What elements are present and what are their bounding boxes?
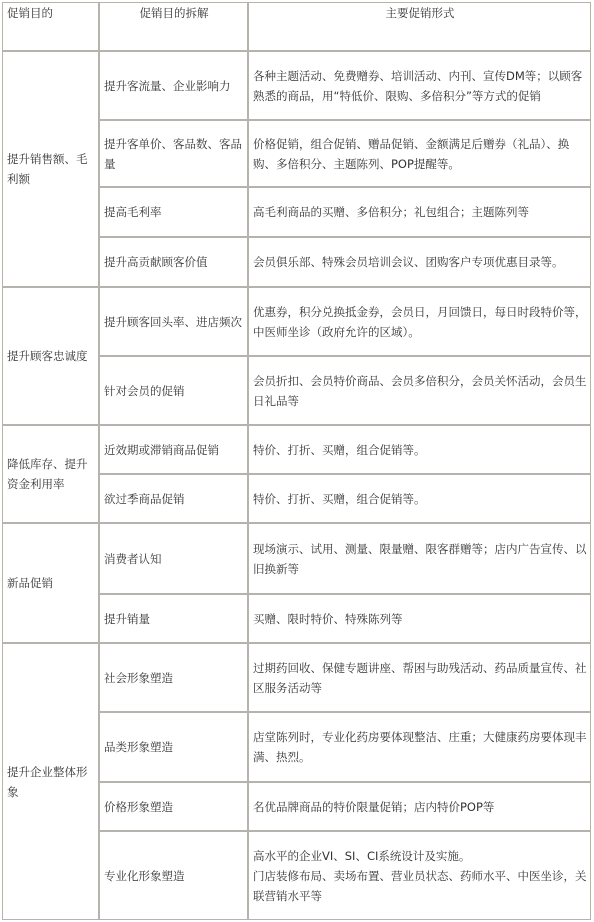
table-row: [2, 51, 591, 120]
breakdown-cell: 提高毛利率: [99, 187, 248, 237]
breakdown-cell: 提升销量: [99, 594, 248, 643]
breakdown-cell: 提升顾客回头率、进店频次: [99, 287, 248, 356]
promotion-table: [2, 2, 591, 920]
forms-cell: 高水平的企业VI、SI、CI系统设计及实施。 门店装修布局、卖场布置、营业员状态、药师水平、中医坐诊，关联营销水平等: [248, 831, 591, 920]
purpose-cell: 提升企业整体形象: [2, 643, 99, 920]
forms-cell: 会员折扣、会员特价商品、会员多倍积分，会员关怀活动，会员生日礼品等: [248, 356, 591, 425]
table-row: [2, 425, 591, 474]
breakdown-cell: 价格形象塑造: [99, 782, 248, 831]
purpose-cell: 提升销售额、毛利额: [2, 51, 99, 287]
breakdown-cell: 社会形象塑造: [99, 643, 248, 712]
header-breakdown: 促销目的拆解: [99, 2, 248, 51]
forms-cell: 过期药回收、保健专题讲座、帮困与助残活动、药品质量宣传、社区服务活动等: [248, 643, 591, 712]
breakdown-cell: 消费者认知: [99, 523, 248, 594]
forms-cell: 价格促销，组合促销、赠品促销、金额满足后赠券（礼品）、换购、多倍积分、主题陈列、POP提醒等。: [248, 120, 591, 187]
breakdown-cell: 针对会员的促销: [99, 356, 248, 425]
forms-cell: 店堂陈列时，专业化药房要体现整洁、庄重；大健康药房要体现丰满、热烈。: [248, 712, 591, 782]
forms-cell: 买赠、限时特价、特殊陈列等: [248, 594, 591, 643]
header-purpose: 促销目的: [2, 2, 99, 51]
header-row: [2, 2, 591, 51]
header-forms: 主要促销形式: [248, 2, 591, 51]
forms-cell: 各种主题活动、免费赠券、培训活动、内刊、宣传DM等；以顾客熟悉的商品，用“特低价、限购、多倍积分”等方式的促销: [248, 51, 591, 120]
forms-cell: 优惠券，积分兑换抵金券，会员日，月回馈日，每日时段特价等，中医师坐诊（政府允许的区域）。: [248, 287, 591, 356]
purpose-cell: 降低库存、提升资金利用率: [2, 425, 99, 523]
table-row: [2, 523, 591, 594]
forms-cell: 特价、打折、买赠，组合促销等。: [248, 474, 591, 523]
forms-cell: 名优品牌商品的特价限量促销；店内特价POP等: [248, 782, 591, 831]
forms-cell: 会员俱乐部、特殊会员培训会议、团购客户专项优惠目录等。: [248, 237, 591, 287]
breakdown-cell: 提升高贡献顾客价值: [99, 237, 248, 287]
breakdown-cell: 近效期或滞销商品促销: [99, 425, 248, 474]
forms-cell: 现场演示、试用、测量、限量赠、限客群赠等；店内广告宣传、以旧换新等: [248, 523, 591, 594]
forms-cell: 特价、打折、买赠，组合促销等。: [248, 425, 591, 474]
table-row: [2, 643, 591, 712]
breakdown-cell: 欲过季商品促销: [99, 474, 248, 523]
breakdown-cell: 提升客流量、企业影响力: [99, 51, 248, 120]
table-row: [2, 287, 591, 356]
forms-cell: 高毛利商品的买赠、多倍积分；礼包组合；主题陈列等: [248, 187, 591, 237]
purpose-cell: 提升顾客忠诚度: [2, 287, 99, 425]
purpose-cell: 新品促销: [2, 523, 99, 643]
breakdown-cell: 专业化形象塑造: [99, 831, 248, 920]
breakdown-cell: 提升客单价、客品数、客品量: [99, 120, 248, 187]
breakdown-cell: 品类形象塑造: [99, 712, 248, 782]
